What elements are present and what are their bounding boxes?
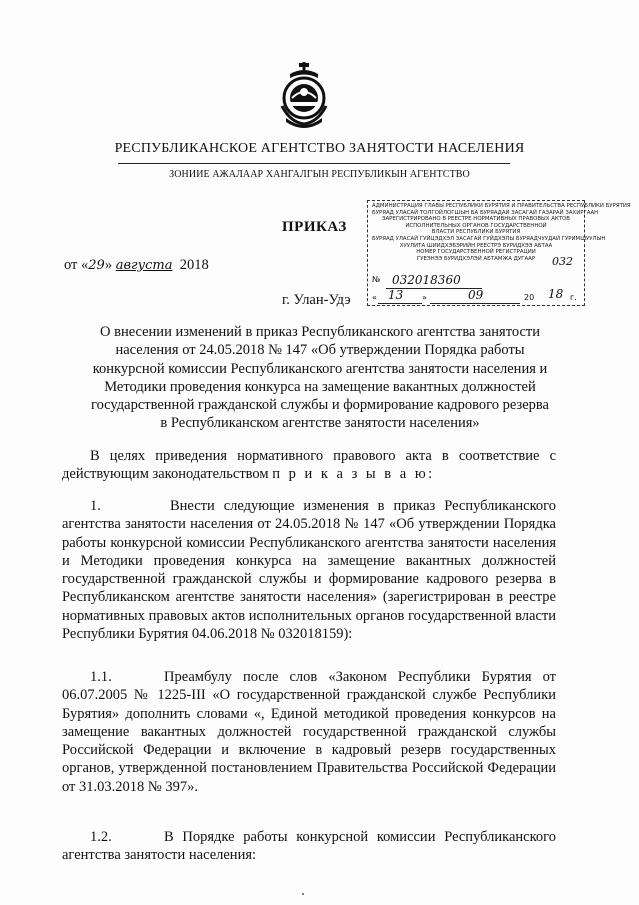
stamp-date-month: 09 (468, 288, 484, 302)
coat-of-arms-icon (276, 62, 332, 132)
stamp-year-prefix: 20 (524, 293, 535, 302)
stamp-date-day-line (378, 303, 422, 304)
date-month: августа (115, 258, 173, 273)
stamp-year-suffix: 18 (548, 287, 564, 301)
stamp-text: АДМИНИСТРАЦИЯ ГЛАВЫ РЕСПУБЛИКИ БУРЯТИЯ И ПРАВИТЕЛЬСТВА РЕСПУБЛИКИ БУРЯТИЯ БУРЯАД УЛАСАЙ ТОЛГОЙЛОГШЫН БА БУРЯАДАЙ ЗАСАГАЙ ГАЗАРАЙ ЗАХИРГААН ЗАРЕГИСТРИРОВАНО В РЕЕСТРЕ НОРМАТИВНЫХ ПРАВОВЫХ АКТОВ ИСПОЛНИТЕЛЬНЫХ ОРГАНОВ ГОСУДАРСТВЕННОЙ ВЛАСТИ РЕСПУБЛИКИ БУРЯТИЯ БУРЯАД УЛАСАЙ ГУЙЦЭДХЭЛ ЗАСАГАЙ ГУЙДХЭЛЫ БУРЯАДЧУУДАЙ ГУРИМШУУЛЫН ХУУЛИТА ШИИДХЭБЭРИЙН РЕЕСТРЭ БУРИДХЭЭ АБТАА НОМЕР ГОСУДАРСТВЕННОЙ РЕГИСТРАЦИИ ГУЕЭНЭЭ БУРИДХЭЛЭЙ АБТАМЖА ДУГААР (372, 203, 631, 262)
stamp-date-day: 13 (388, 288, 404, 302)
item-number: 1.2. (90, 829, 112, 845)
order-city: г. Улан-Удэ (282, 292, 351, 308)
item-number: 1. (90, 498, 101, 514)
scan-speck (302, 893, 304, 895)
stamp-quote-close: » (422, 293, 427, 302)
order-word: п р и к а з ы в а ю: (272, 466, 435, 483)
stamp-reg-number: 032018360 (392, 273, 461, 287)
registration-stamp (367, 200, 631, 306)
header-divider (118, 163, 510, 164)
stamp-date-month-line (430, 303, 520, 304)
item-number: 1.1. (90, 669, 112, 685)
agency-name-buryat: ЗОНИИЕ АЖАЛААР ХАНГАЛГЫН РЕСПУБЛИКЫН АГЕНТСТВО (169, 169, 470, 180)
date-day: 29 (88, 258, 105, 273)
list-item: 1.2. В Порядке работы конкурсной комиссии Республиканского агентства занятости населения: (62, 829, 556, 864)
order-title: ПРИКАЗ (282, 219, 347, 235)
date-year: 2018 (172, 257, 209, 273)
preamble-paragraph: В целях приведения нормативного правового акта в соответствие с действующим законодательством п р и к а з ы в а ю: (62, 448, 556, 483)
list-item: 1. Внести следующие изменения в приказ Республиканского агентства занятости населения от 24.05.2018 № 147 «Об утверждении Порядка работы конкурсной комиссии Республиканского агентства занятости населения и Методики проведения конкурса на замещение вакантных должностей государственной гражданской службы и формирование кадрового резерва в Республиканском агентстве занятости населения» (зарегистрирован в реестре нормативных правовых актов исполнительных органов государственной власти Республики Бурятия 04.06.2018 № 032018159): (62, 498, 556, 643)
date-prefix: от « (64, 257, 89, 273)
agency-name: РЕСПУБЛИКАНСКОЕ АГЕНТСТВО ЗАНЯТОСТИ НАСЕЛЕНИЯ (114, 141, 525, 156)
date-mid: » (104, 257, 116, 273)
stamp-number-sign: № (372, 275, 381, 284)
list-item: 1.1. Преамбулу после слов «Законом Республики Бурятия от 06.07.2005 № 1225-III «О государственной гражданской службе Республики Бурятия» дополнить словами «, Единой методикой проведения конкурсов на замещение вакантных должностей государственной гражданской службы Российской Федерации и включение в кадровый резерв государственных органов, утвержденной постановлением Правительства Российской Федерации от 31.03.2018 № 397». (62, 669, 556, 795)
stamp-year-unit: г. (570, 293, 577, 302)
order-subject: О внесении изменений в приказ Республиканского агентства занятости населения от 24.05.2018 № 147 «Об утверждении Порядка работы конкурсной комиссии Республиканского агентства занятости населения и Методики проведения конкурса на замещение вакантных должностей государственной гражданской службы и формирование кадрового резерва в Республиканском агентстве занятости населения» (90, 324, 549, 432)
order-date (64, 257, 209, 274)
stamp-ink-mark: 032 (552, 255, 573, 268)
stamp-quote-open: « (372, 293, 377, 302)
